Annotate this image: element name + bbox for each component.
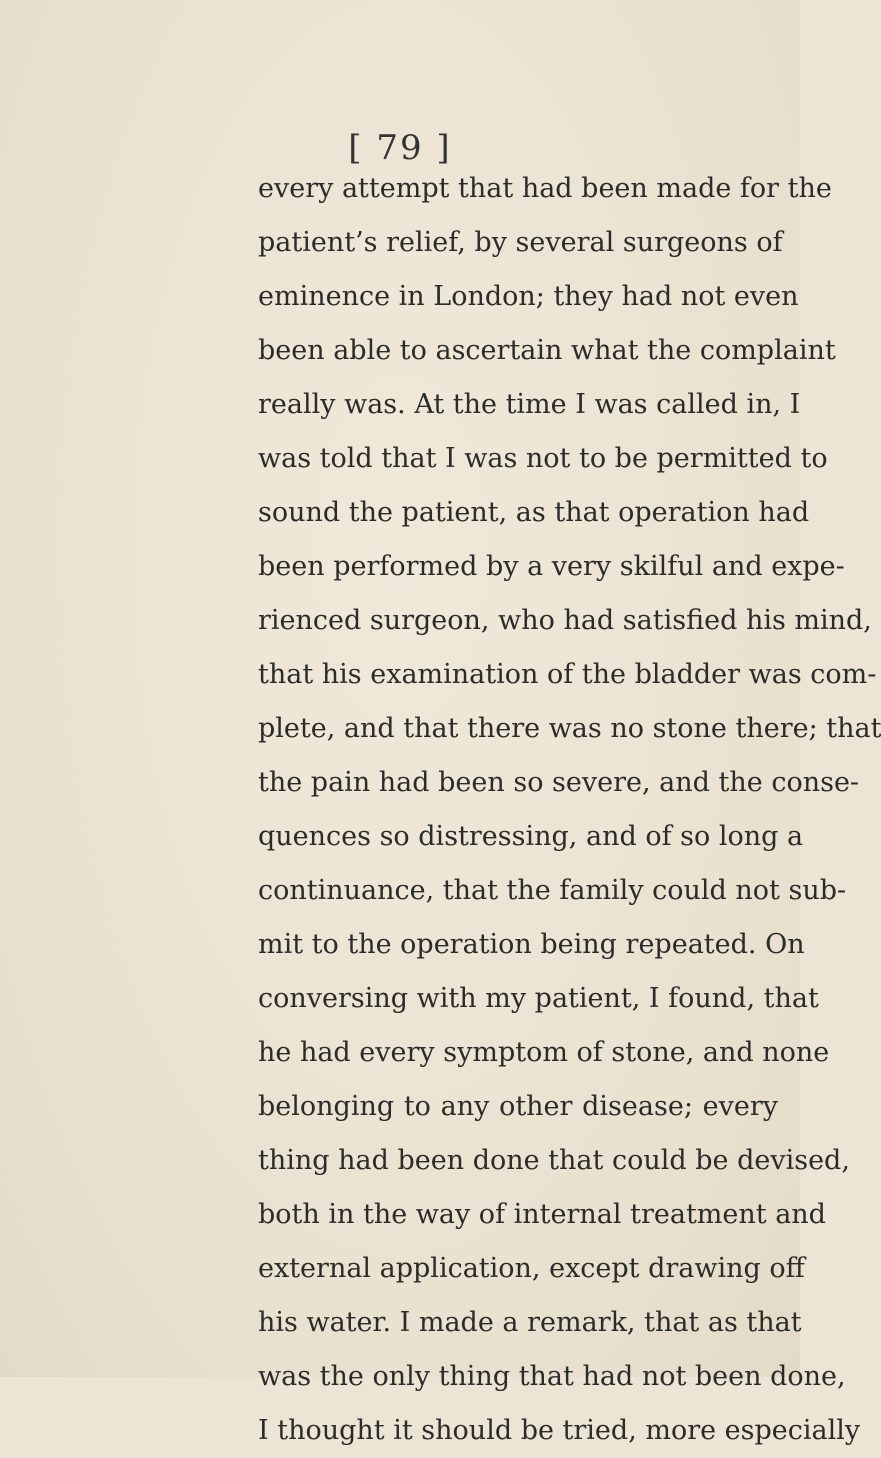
text-line: every attempt that had been made for the (258, 173, 832, 204)
page-number: [ 79 ] (348, 128, 452, 168)
text-line: been performed by a very skilful and expe- (258, 551, 845, 582)
text-line: thing had been done that could be devised, (258, 1145, 850, 1176)
text-line: both in the way of internal treatment and (258, 1199, 826, 1230)
text-line: his water. I made a remark, that as that (258, 1307, 802, 1338)
text-line: was told that I was not to be permitted to (258, 443, 828, 474)
text-line: conversing with my patient, I found, that (258, 983, 819, 1014)
text-line: that his examination of the bladder was com- (258, 659, 877, 690)
text-line: continuance, that the family could not sub- (258, 875, 847, 906)
body-text (258, 162, 881, 1458)
text-line: mit to the operation being repeated. On (258, 929, 805, 960)
text-line: eminence in London; they had not even (258, 281, 799, 312)
text-line: sound the patient, as that operation had (258, 497, 810, 528)
text-line: patient’s relief, by several surgeons of (258, 227, 783, 258)
text-line: rienced surgeon, who had satisfied his mind, (258, 605, 872, 636)
text-line: been able to ascertain what the complaint (258, 335, 836, 366)
text-line: was the only thing that had not been done, (258, 1361, 846, 1392)
text-line: I thought it should be tried, more especially (258, 1415, 861, 1446)
text-line: he had every symptom of stone, and none (258, 1037, 830, 1068)
text-line: the pain had been so severe, and the conse- (258, 767, 860, 798)
text-line: external application, except drawing off (258, 1253, 805, 1284)
text-line: belonging to any other disease; every (258, 1091, 778, 1122)
text-line: really was. At the time I was called in, I (258, 389, 801, 420)
text-line: quences so distressing, and of so long a (258, 821, 804, 852)
text-line: plete, and that there was no stone there; that (258, 713, 881, 744)
